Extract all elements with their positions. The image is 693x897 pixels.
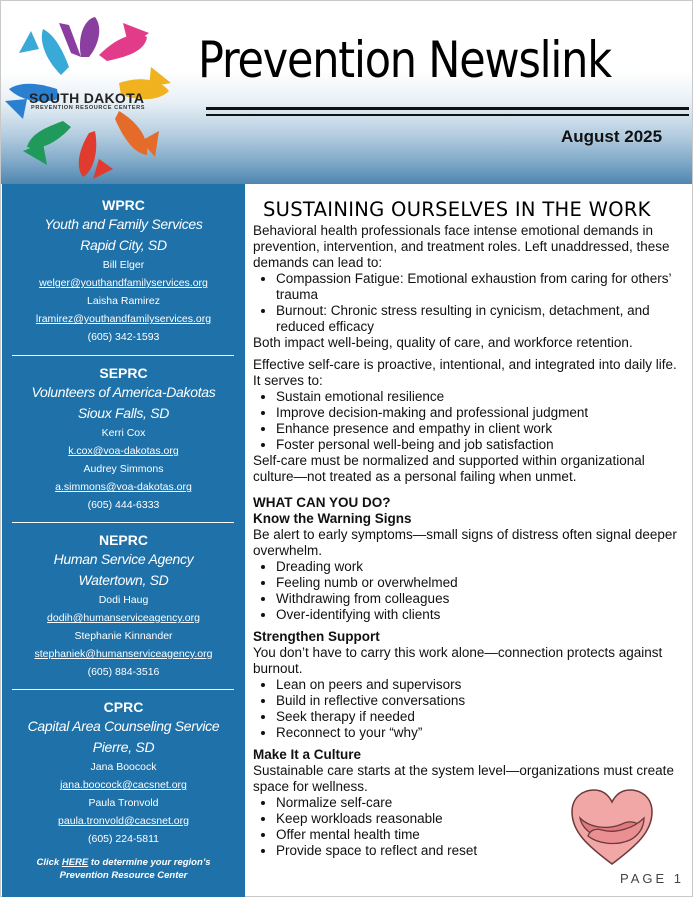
- contact-name: Audrey Simmons: [83, 463, 164, 475]
- contact-name: Paula Tronvold: [88, 797, 159, 809]
- support-heading: Strengthen Support: [253, 629, 380, 644]
- contact-email-link[interactable]: stephaniek@humanserviceagency.org: [34, 648, 213, 660]
- culture-heading: Make It a Culture: [253, 747, 362, 762]
- article-headline: SUSTAINING OURSELVES IN THE WORK: [263, 198, 651, 221]
- intro-list: [253, 271, 683, 335]
- impact-paragraph: Both impact well-being, quality of care, and workforce retention.: [253, 335, 633, 350]
- issue-date: August 2025: [561, 127, 663, 146]
- culture-paragraph: Sustainable care starts at the system level—organizations must create space for wellness.: [253, 763, 674, 794]
- region-city: Sioux Falls, SD: [77, 405, 170, 421]
- list-item: • Normalize self-care: [276, 795, 683, 811]
- list-item: • Dreading work: [276, 559, 683, 575]
- list-item: • Withdrawing from colleagues: [276, 591, 683, 607]
- logo-subtitle: PREVENTION RESOURCE CENTERS: [31, 105, 146, 111]
- sidebar-contacts: [2, 184, 245, 897]
- list-item: • Compassion Fatigue: Emotional exhaustion from caring for others’ trauma: [276, 271, 683, 303]
- region-phone: (605) 444-6333: [87, 499, 160, 511]
- contact-name: Stephanie Kinnander: [74, 630, 173, 642]
- region-finder-link[interactable]: HERE: [61, 857, 89, 868]
- list-item: • Reconnect to your “why”: [276, 725, 683, 741]
- region-divider: [12, 355, 234, 356]
- list-item: • Sustain emotional resilience: [276, 389, 683, 405]
- contact-email-link[interactable]: dodih@humanserviceagency.org: [47, 612, 200, 624]
- contact-email-link[interactable]: paula.tronvold@cacsnet.org: [58, 815, 189, 827]
- contact-name: Bill Elger: [102, 259, 145, 271]
- list-item: • Foster personal well-being and job satisfaction: [276, 437, 683, 453]
- normalized-paragraph: Self-care must be normalized and supported within organizational culture—not treated as a personal failing when unmet.: [253, 453, 645, 484]
- region-code: WPRC: [102, 197, 145, 213]
- newsletter-title: Prevention Newslink: [198, 31, 611, 89]
- region-agency: Capital Area Counseling Service: [27, 718, 220, 734]
- list-item: • Offer mental health time: [276, 827, 683, 843]
- list-item: • Build in reflective conversations: [276, 693, 683, 709]
- contact-name: Laisha Ramirez: [87, 295, 160, 307]
- support-paragraph: You don’t have to carry this work alone—connection protects against burnout.: [253, 645, 663, 676]
- support-list: [253, 677, 683, 741]
- selfcare-list: [253, 389, 683, 453]
- region-seprc: [2, 364, 245, 514]
- title-rule-bottom: [206, 114, 689, 116]
- selfcare-paragraph: Effective self-care is proactive, intentional, and integrated into daily life. It serves to:: [253, 357, 677, 388]
- region-code: CPRC: [103, 699, 144, 715]
- region-cprc: [2, 698, 245, 848]
- region-agency: Youth and Family Services: [44, 216, 203, 232]
- region-city: Watertown, SD: [78, 572, 169, 588]
- what-heading: WHAT CAN YOU DO?: [253, 495, 391, 510]
- title-rule-top: [206, 107, 689, 110]
- region-city: Rapid City, SD: [80, 237, 167, 253]
- region-agency: Human Service Agency: [53, 551, 194, 567]
- intro-paragraph: Behavioral health professionals face intense emotional demands in prevention, intervention, and treatment roles. Left unaddressed, these demands can lead to:: [253, 223, 670, 270]
- list-item: • Feeling numb or overwhelmed: [276, 575, 683, 591]
- list-item: • Improve decision-making and professional judgment: [276, 405, 683, 421]
- contact-name: Jana Boocock: [90, 761, 157, 773]
- article: [253, 198, 683, 859]
- region-phone: (605) 342-1593: [87, 331, 160, 343]
- list-item: • Enhance presence and empathy in client work: [276, 421, 683, 437]
- region-city: Pierre, SD: [92, 739, 155, 755]
- list-item: • Lean on peers and supervisors: [276, 677, 683, 693]
- contact-name: Dodi Haug: [98, 594, 149, 606]
- region-code: SEPRC: [99, 365, 148, 381]
- warning-heading: Know the Warning Signs: [253, 511, 412, 526]
- region-code: NEPRC: [98, 532, 148, 548]
- contact-email-link[interactable]: k.cox@voa-dakotas.org: [68, 445, 179, 457]
- contact-email-link[interactable]: welger@youthandfamilyservices.org: [39, 277, 208, 289]
- region-phone: (605) 884-3516: [87, 666, 160, 678]
- warning-paragraph: Be alert to early symptoms—small signs of distress often signal deeper overwhelm.: [253, 527, 677, 558]
- warning-list: [253, 559, 683, 623]
- click-suffix: to determine your region’s Prevention Resource Center: [59, 857, 211, 881]
- click-prefix: Click: [36, 857, 62, 868]
- page-number: PAGE 1: [620, 871, 685, 886]
- list-item: • Keep workloads reasonable: [276, 811, 683, 827]
- logo-title: SOUTH DAKOTA: [29, 90, 145, 106]
- region-agency: Volunteers of America-Dakotas: [31, 384, 216, 400]
- region-finder-note: [12, 856, 235, 882]
- self-hug-heart-icon: [568, 784, 656, 872]
- list-item: • Over-identifying with clients: [276, 607, 683, 623]
- contact-email-link[interactable]: lramirez@youthandfamilyservices.org: [35, 313, 212, 325]
- contact-email-link[interactable]: a.simmons@voa-dakotas.org: [55, 481, 192, 493]
- region-wprc: [2, 196, 245, 346]
- list-item: • Burnout: Chronic stress resulting in cynicism, detachment, and reduced efficacy: [276, 303, 683, 335]
- list-item: • Provide space to reflect and reset: [276, 843, 683, 859]
- region-neprc: [2, 531, 245, 681]
- region-divider: [12, 522, 234, 523]
- region-phone: (605) 224-5811: [87, 833, 160, 845]
- region-divider: [12, 689, 234, 690]
- contact-name: Kerri Cox: [101, 427, 146, 439]
- header: [1, 1, 692, 184]
- contact-email-link[interactable]: jana.boocock@cacsnet.org: [60, 779, 187, 791]
- list-item: • Seek therapy if needed: [276, 709, 683, 725]
